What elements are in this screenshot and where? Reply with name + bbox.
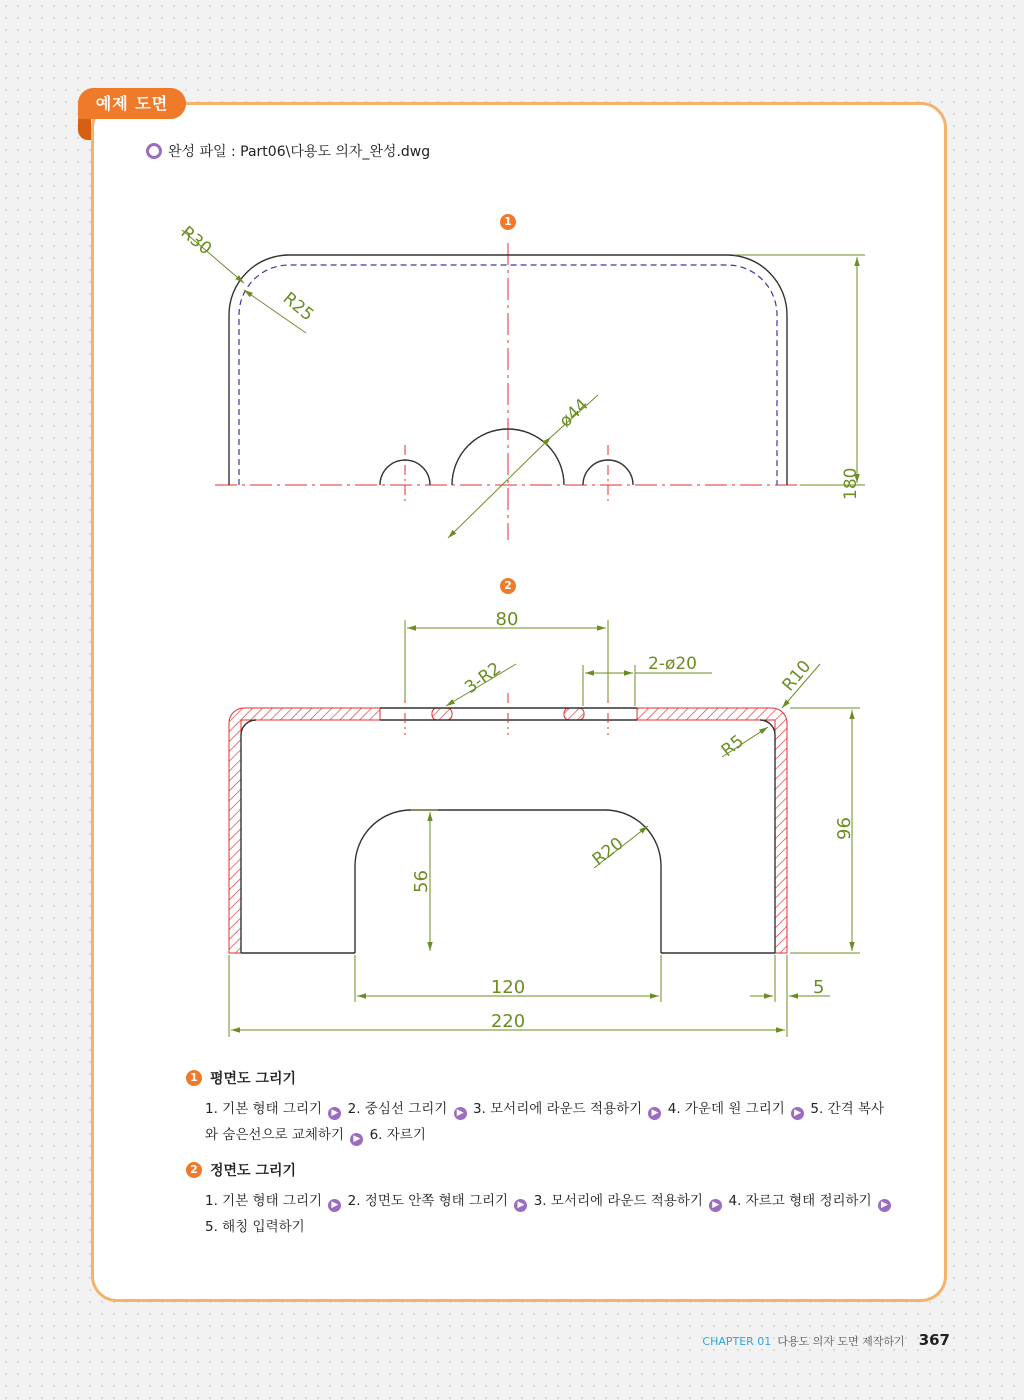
arrow-right-icon: ▶: [514, 1199, 527, 1212]
step-2-item: 2. 정면도 안쪽 형태 그리기: [347, 1193, 509, 1209]
step-1-badge: 1: [186, 1070, 202, 1086]
step-1-item: 2. 중심선 그리기: [347, 1101, 448, 1117]
dim120-label: 120: [490, 977, 526, 998]
section-tab: 예제 도면: [78, 88, 186, 119]
step-2-body: [205, 1188, 895, 1240]
footer-chapter: CHAPTER 01: [702, 1335, 772, 1348]
dia44-dimension-line: [448, 437, 551, 538]
step-1-item: 5. 간격 복사와 숨은선으로 교체하기: [205, 1101, 885, 1143]
front-right-shell-hatch: [637, 708, 787, 953]
step-2-item: 4. 자르고 형태 정리하기: [728, 1193, 872, 1209]
front-left-shell-hatch: [229, 708, 380, 953]
front-view: [229, 609, 860, 1037]
step-1-item: 3. 모서리에 라운드 적용하기: [472, 1101, 643, 1117]
step-1-item: 1. 기본 형태 그리기: [205, 1101, 323, 1117]
dim220-label: 220: [490, 1011, 526, 1032]
step-1-title-text: 평면도 그리기: [210, 1071, 297, 1087]
arrow-right-icon: ▶: [328, 1107, 341, 1120]
arrow-right-icon: ▶: [791, 1107, 804, 1120]
step-2-title-text: 정면도 그리기: [210, 1163, 297, 1179]
r20-label: R20: [588, 833, 628, 870]
step-2-item: 1. 기본 형태 그리기: [205, 1193, 323, 1209]
r30-label: R30: [176, 222, 216, 260]
front-left-rib-hatch: [432, 708, 452, 720]
d20-label: 2-ø20: [648, 654, 697, 674]
step-1-item: 4. 가운데 원 그리기: [667, 1101, 785, 1117]
front-right-inner-edge: [760, 720, 775, 953]
dim80-label: 80: [495, 609, 519, 630]
dia44-label: ø44: [555, 394, 593, 432]
step-1-body: [205, 1096, 895, 1148]
r2-label: 3-R2: [461, 658, 505, 699]
dim96-label: 96: [834, 817, 855, 840]
dim56-label: 56: [411, 870, 432, 893]
step-2-title: [186, 1160, 296, 1180]
front-right-rib-hatch: [564, 708, 584, 720]
r25-label: R25: [278, 288, 318, 326]
r5-label: R5: [717, 731, 748, 761]
view-1-badge: 1: [500, 214, 516, 230]
front-left-inner-edge: [241, 720, 256, 953]
step-2-item: 5. 해칭 입력하기: [205, 1219, 305, 1235]
arrow-right-icon: ▶: [648, 1107, 661, 1120]
footer-title: 다용도 의자 도면 제작하기: [777, 1335, 905, 1348]
view-2-badge: 2: [500, 578, 516, 594]
step-1-title: [186, 1068, 296, 1088]
completed-file-text: 완성 파일 : Part06\다용도 의자_완성.dwg: [168, 144, 431, 160]
arrow-right-icon: ▶: [454, 1107, 467, 1120]
r10-label: R10: [778, 656, 816, 696]
page-footer: [702, 1331, 950, 1349]
front-inner-arch: [355, 810, 661, 953]
step-2-item: 3. 모서리에 라운드 적용하기: [533, 1193, 703, 1209]
dim5-label: 5: [813, 977, 825, 998]
arrow-right-icon: ▶: [350, 1133, 363, 1146]
dim180-label: 180: [841, 467, 861, 500]
page-number: 367: [918, 1331, 950, 1349]
arrow-right-icon: ▶: [878, 1199, 891, 1212]
arrow-right-icon: ▶: [709, 1199, 722, 1212]
step-1-item: 6. 자르기: [369, 1127, 426, 1143]
step-2-badge: 2: [186, 1162, 202, 1178]
top-view: [177, 223, 865, 540]
arrow-right-icon: ▶: [328, 1199, 341, 1212]
